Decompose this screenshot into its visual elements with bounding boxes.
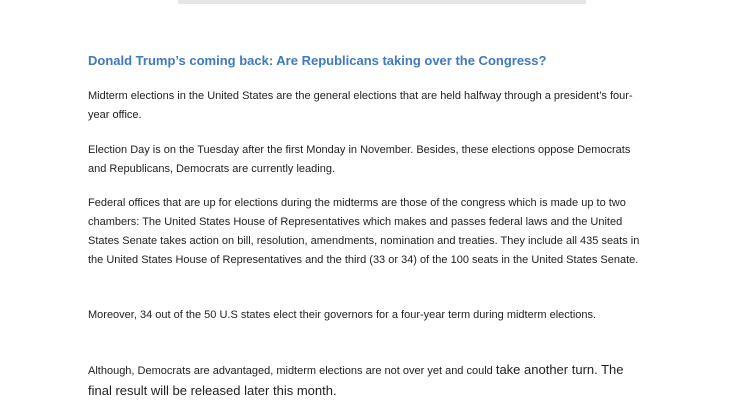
article-heading: Donald Trump’s coming back: Are Republicans taking over the Congress?: [88, 53, 547, 68]
paragraph-2: Election Day is on the Tuesday after the first Monday in November. Besides, these elections oppose Democrats and Republicans, Democrats are currently leading.: [88, 144, 631, 175]
paragraph-5-start: Although, Democrats are advantaged, midterm elections are not over yet and could: [88, 365, 496, 377]
top-bar: [178, 0, 586, 4]
paragraph-1: Midterm elections in the United States are the general elections that are held halfway through a president’s four-year office.: [88, 90, 633, 121]
paragraph-5: [88, 360, 648, 402]
paragraph-4: Moreover, 34 out of the 50 U.S states elect their governors for a four-year term during midterm elections.: [88, 309, 597, 321]
paragraph-5-end: take another turn. The final result will be released later this month.: [88, 362, 624, 398]
paragraph-3: Federal offices that are up for elections during the midterms are those of the congress which is made up to two chambers: The United States House of Representatives which makes and passes federal laws and the United States Senate takes action on bill, resolution, amendments, nomination and treaties. They include all 435 seats in the United States House of Representatives and the third (33 or 34) of the 100 seats in the United States Senate.: [88, 197, 640, 266]
